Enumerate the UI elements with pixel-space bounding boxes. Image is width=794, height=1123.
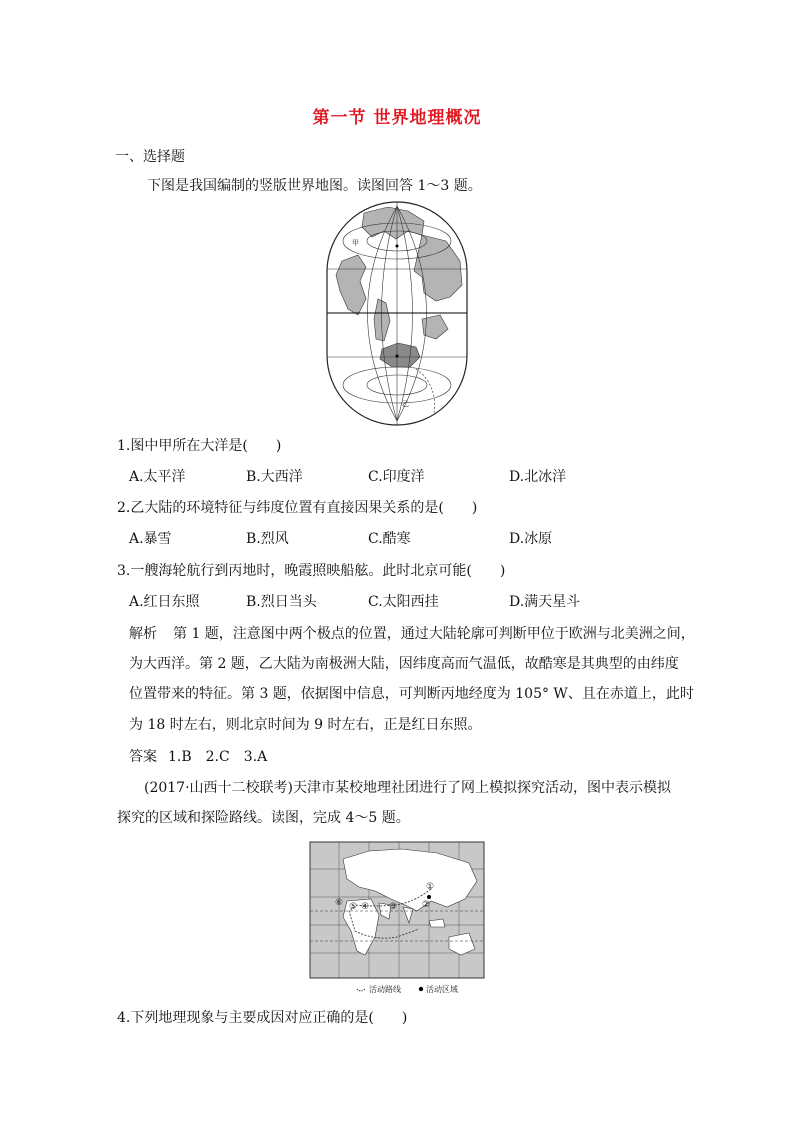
- analysis-line-2: 为大西洋。第 2 题，乙大陆为南极洲大陆，因纬度高而气温低，故酷寒是其典型的由纬度: [129, 656, 679, 672]
- intro2-line-1: (2017·山西十二校联考)天津市某校地理社团进行了网上模拟探究活动，图中表示模拟: [144, 780, 672, 796]
- vertical-world-map: [326, 201, 468, 426]
- q2-option-d[interactable]: D.冰原: [509, 531, 553, 547]
- map-label-jia: 甲: [352, 239, 359, 247]
- intro2-line-2: 探究的区域和探险路线。读图，完成 4～5 题。: [117, 810, 410, 826]
- page-title: 第一节 世界地理概况: [312, 108, 482, 128]
- analysis-label: 解析: [129, 626, 157, 642]
- world-route-map: [309, 841, 485, 996]
- marker-5: ⑤: [349, 902, 358, 912]
- q3-option-d[interactable]: D.满天星斗: [509, 594, 581, 610]
- legend-route-label: 活动路线: [369, 985, 401, 994]
- legend-area-label: 活动区域: [426, 985, 458, 994]
- map-label-yi: 乙: [402, 400, 409, 408]
- section-heading: 一、选择题: [115, 149, 185, 165]
- analysis-line-1: 第 1 题，注意图中两个极点的位置，通过大陆轮廓可判断甲位于欧洲与北美洲之间，: [173, 626, 695, 642]
- marker-1: ①: [426, 882, 435, 892]
- analysis-line-3: 位置带来的特征。第 3 题，依据图中信息，可判断丙地经度为 105° W、且在赤道上，此时: [129, 686, 694, 702]
- q3-option-b[interactable]: B.烈日当头: [246, 594, 317, 610]
- question-2-stem: 2.乙大陆的环境特征与纬度位置有直接因果关系的是( ): [117, 500, 478, 516]
- marker-4: ④: [361, 902, 370, 912]
- question-1-stem: 1.图中甲所在大洋是( ): [117, 438, 282, 454]
- marker-3: ③: [389, 902, 398, 912]
- q3-option-a[interactable]: A.红日东照: [129, 594, 200, 610]
- question-4-stem: 4.下列地理现象与主要成因对应正确的是( ): [117, 1010, 408, 1026]
- q1-option-b[interactable]: B.大西洋: [246, 469, 303, 485]
- intro-text: 下图是我国编制的竖版世界地图。读图回答 1～3 题。: [147, 178, 482, 194]
- analysis-line-4: 为 18 时左右，则北京时间为 9 时左右，正是红日东照。: [129, 717, 482, 733]
- q2-option-b[interactable]: B.烈风: [246, 531, 289, 547]
- q1-option-c[interactable]: C.印度洋: [368, 469, 425, 485]
- marker-6: ⑥: [335, 898, 344, 908]
- question-3-stem: 3.一艘海轮航行到丙地时，晚霞照映船舷。此时北京可能( ): [117, 563, 506, 579]
- answer-label: 答案: [129, 749, 157, 765]
- q3-option-c[interactable]: C.太阳西挂: [368, 594, 439, 610]
- q2-option-c[interactable]: C.酷寒: [368, 531, 411, 547]
- q1-option-a[interactable]: A.太平洋: [129, 469, 186, 485]
- answer-text: 1.B 2.C 3.A: [168, 749, 268, 765]
- marker-2: ②: [422, 900, 431, 910]
- q1-option-d[interactable]: D.北冰洋: [509, 469, 567, 485]
- q2-option-a[interactable]: A.暴雪: [129, 531, 172, 547]
